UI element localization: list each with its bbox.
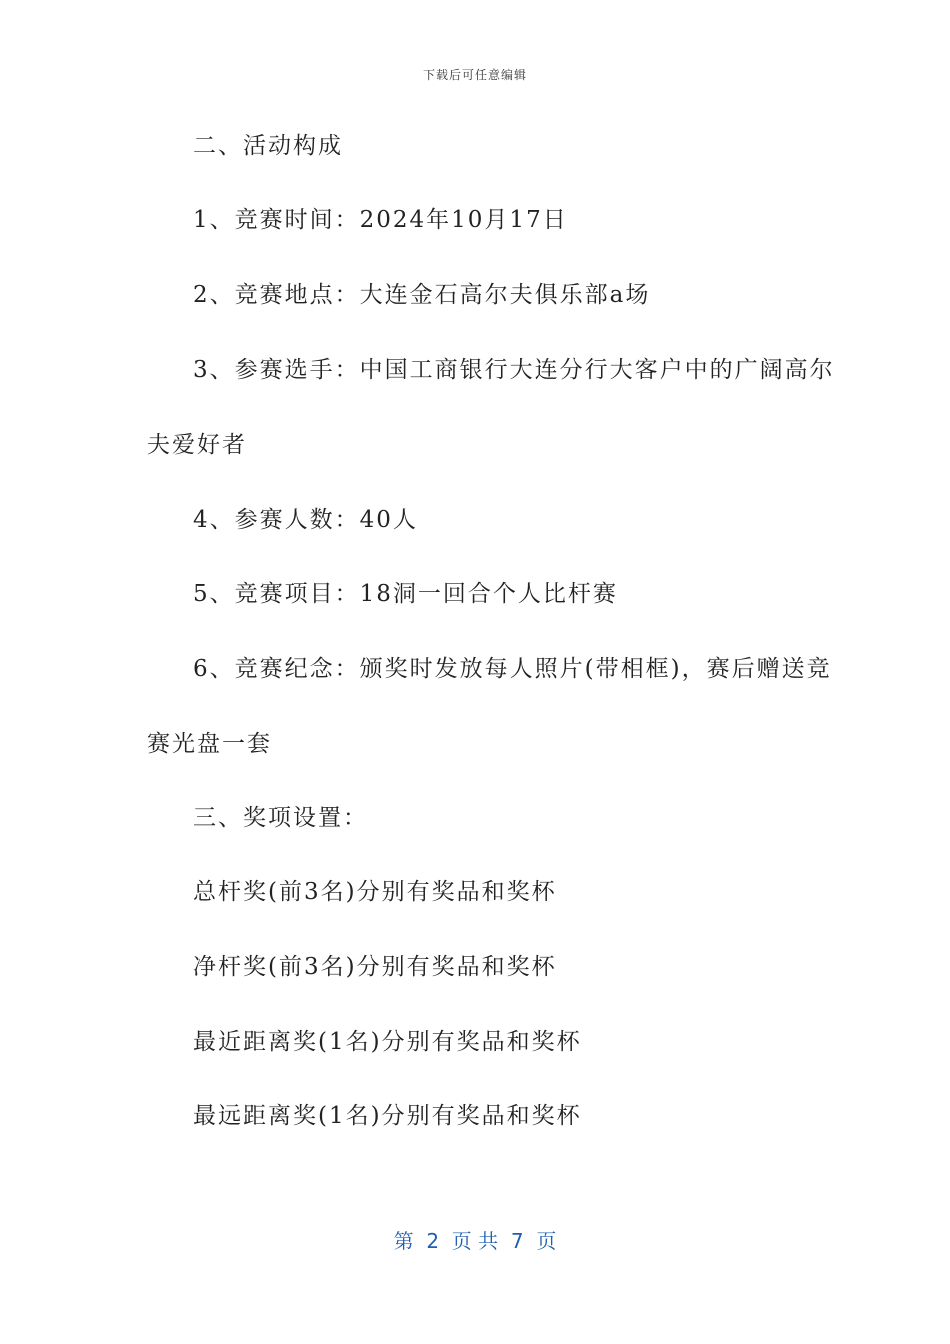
paragraph-participants: 3、参赛选手：中国工商银行大连分行大客户中的广阔高尔 (193, 357, 835, 383)
award-nearest: 最近距离奖(1名)分别有奖品和奖杯 (193, 1029, 582, 1055)
paragraph-event: 5、竞赛项目：18洞一回合个人比杆赛 (193, 581, 618, 607)
paragraph-time: 1、竞赛时间：2024年10月17日 (193, 207, 568, 233)
paragraph-souvenir-cont: 赛光盘一套 (147, 731, 272, 757)
header-note: 下载后可任意编辑 (422, 68, 527, 82)
paragraph-participants-cont: 夫爱好者 (147, 432, 247, 458)
award-longest: 最远距离奖(1名)分别有奖品和奖杯 (193, 1103, 582, 1129)
paragraph-location: 2、竞赛地点：大连金石高尔夫俱乐部a场 (193, 282, 651, 308)
page-number: 第 2 页 共 7 页 (393, 1229, 557, 1253)
award-gross: 总杆奖(前3名)分别有奖品和奖杯 (193, 879, 557, 905)
paragraph-count: 4、参赛人数：40人 (193, 507, 418, 533)
paragraph-souvenir: 6、竞赛纪念：颁奖时发放每人照片(带相框)，赛后赠送竞 (193, 656, 832, 682)
section-heading-activity: 二、活动构成 (193, 133, 343, 159)
section-heading-awards: 三、奖项设置： (193, 805, 368, 831)
award-net: 净杆奖(前3名)分别有奖品和奖杯 (193, 954, 557, 980)
